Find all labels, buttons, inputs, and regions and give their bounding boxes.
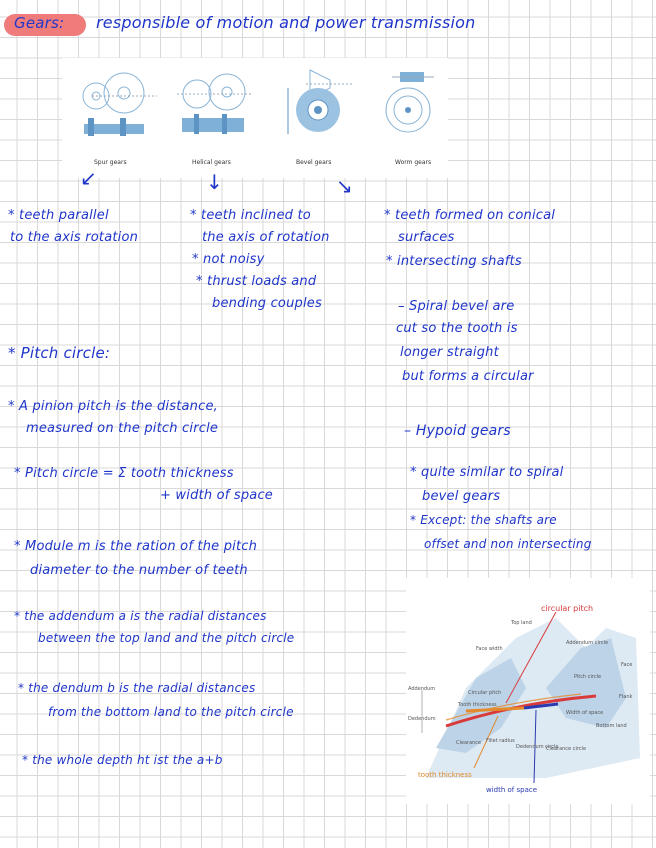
dedendum-note-1: * the dendum b is the radial distances (18, 681, 256, 695)
spiral-note-2: cut so the tooth is (396, 321, 518, 336)
label-circular-pitch-small: Circular pitch (468, 690, 502, 696)
hypoid-title: – Hypoid gears (404, 423, 511, 439)
spiral-note-4: but forms a circular (402, 369, 534, 384)
pitch-formula-1: * Pitch circle = Σ tooth thickness (14, 466, 234, 481)
label-clearance: Clearance (456, 740, 482, 746)
helical-note-1: * teeth inclined to (190, 208, 311, 223)
label-width-of-space-small: Width of space (566, 710, 604, 716)
helical-gear-figure (177, 74, 252, 134)
caption-worm: Worm gears (395, 159, 432, 166)
arrow-spur: ↙ (80, 166, 97, 190)
label-width-of-space: width of space (486, 786, 538, 794)
caption-spur: Spur gears (94, 159, 127, 166)
arrow-helical: ↓ (206, 170, 223, 194)
spur-gear-figure (83, 73, 157, 136)
spur-note-2: to the axis rotation (10, 230, 139, 245)
spiral-note-1: – Spiral bevel are (398, 299, 515, 314)
helical-note-4: * thrust loads and (196, 274, 317, 289)
bevel-gear-figure (288, 70, 352, 134)
whole-depth-note: * the whole depth ht ist the a+b (22, 753, 223, 767)
hypoid-note-3: * Except: the shafts are (410, 513, 557, 527)
caption-helical: Helical gears (192, 159, 231, 166)
arrow-bevel: ↘ (336, 174, 353, 198)
bevel-note-2: surfaces (398, 230, 455, 245)
pinion-note-1: * A pinion pitch is the distance, (8, 399, 218, 414)
bevel-note-1: * teeth formed on conical (384, 208, 556, 223)
hypoid-note-4: offset and non intersecting (424, 537, 592, 551)
header-label: Gears: (14, 14, 65, 32)
gear-types-image (62, 58, 448, 178)
label-flank: Flank (619, 694, 633, 700)
label-pitch-circle: Pitch circle (574, 674, 602, 680)
hypoid-note-1: * quite similar to spiral (410, 465, 564, 480)
label-dedendum-circle: Dedendum circle (516, 744, 559, 750)
module-note-2: diameter to the number of teeth (30, 563, 248, 578)
label-addendum-circle: Addendum circle (566, 640, 609, 646)
bevel-note-3: * intersecting shafts (386, 254, 522, 269)
spiral-note-3: longer straight (400, 345, 499, 360)
label-face-width: Face width (476, 646, 503, 652)
pitch-circle-heading: * Pitch circle: (8, 344, 111, 362)
gear-tooth-diagram (406, 578, 650, 804)
dedendum-note-2: from the bottom land to the pitch circle (48, 705, 294, 719)
pitch-formula-2: + width of space (160, 488, 273, 503)
label-dedendum: Dedendum (408, 716, 436, 722)
module-note-1: * Module m is the ration of the pitch (14, 539, 258, 554)
helical-note-3: * not noisy (192, 252, 265, 267)
page-title: responsible of motion and power transmission (96, 13, 476, 32)
label-circular-pitch: circular pitch (541, 604, 594, 613)
hypoid-note-2: bevel gears (422, 489, 501, 504)
helical-note-2: the axis of rotation (202, 230, 330, 245)
label-bottom-land: Bottom land (596, 723, 627, 729)
helical-note-5: bending couples (212, 296, 322, 311)
addendum-note-1: * the addendum a is the radial distances (14, 609, 267, 623)
caption-bevel: Bevel gears (296, 159, 332, 166)
spur-note-1: * teeth parallel (8, 208, 109, 223)
pinion-note-2: measured on the pitch circle (26, 421, 219, 436)
addendum-note-2: between the top land and the pitch circle (38, 631, 295, 645)
label-face: Face (621, 662, 633, 668)
label-tooth-thickness-small: Tooth thickness (458, 702, 497, 708)
worm-gear-figure (386, 72, 434, 132)
label-top-land: Top land (511, 620, 532, 626)
label-tooth-thickness: tooth thickness (418, 771, 472, 779)
label-addendum: Addendum (408, 686, 436, 692)
label-fillet-radius: Fillet radius (486, 738, 515, 744)
label-clearance-circle: Clearance circle (546, 746, 587, 752)
